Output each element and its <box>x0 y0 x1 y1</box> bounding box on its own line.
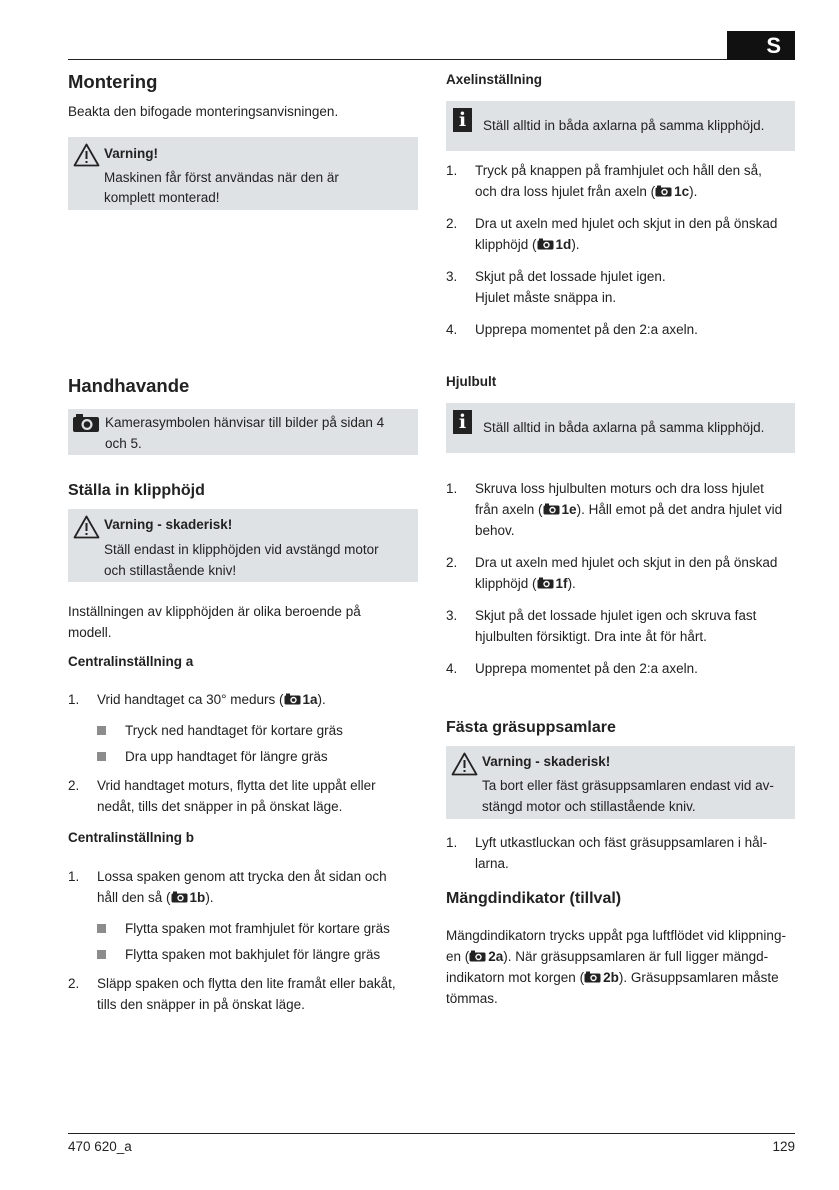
list-text-line: Skruva loss hjulbulten moturs och dra loss hjulet <box>475 481 764 496</box>
note-text-line: Kamerasymbolen hänvisar till bilder på sidan 4 <box>105 415 385 430</box>
warning-text-line: och stillastående kniv! <box>104 563 237 578</box>
list-number: 4. <box>446 322 458 337</box>
list-text-line: Dra ut axeln med hjulet och skjut in den på önskad <box>475 216 778 231</box>
warning-text-line: stängd motor och stillastående kniv. <box>482 799 696 814</box>
camera-icon <box>584 968 601 980</box>
bullet-square <box>97 752 106 761</box>
warning-box-klipphojd <box>68 509 418 582</box>
bullet-text: Dra upp handtaget för längre gräs <box>125 749 328 764</box>
list-text-line: Vrid handtaget moturs, flytta det lite uppåt eller <box>97 778 376 793</box>
warning-text-line: komplett monterad! <box>104 190 220 205</box>
camera-icon <box>469 947 486 959</box>
info-text: Ställ alltid in båda axlarna på samma klipphöjd. <box>483 420 765 435</box>
warning-icon <box>73 143 100 167</box>
camera-icon <box>537 574 554 586</box>
list-text-line: från axeln ( 1e). Håll emot på det andra hjulet vid <box>475 502 783 517</box>
list-number: 3. <box>446 269 458 284</box>
warning-title: Varning - skaderisk! <box>482 754 611 769</box>
camera-icon <box>543 500 560 512</box>
montering-intro: Beakta den bifogade monteringsanvisningen. <box>68 104 339 119</box>
list-text-line: tills den snäpper in på önskat läge. <box>97 997 305 1012</box>
section-title-mangdindikator: Mängdindikator (tillval) <box>446 890 622 907</box>
info-icon: i <box>453 108 472 132</box>
list-item <box>446 658 795 680</box>
section-title-handhavande: Handhavande <box>68 375 190 396</box>
list-number: 4. <box>446 661 458 676</box>
list-text-line: Lyft utkastluckan och fäst gräsuppsamlaren i hål- <box>475 835 768 850</box>
bullet-text: Tryck ned handtaget för kortare gräs <box>125 723 343 738</box>
list-text-line: behov. <box>475 523 515 538</box>
list-text-line: Upprepa momentet på den 2:a axeln. <box>475 661 698 676</box>
subsection-title-axel: Axelinställning <box>446 72 543 87</box>
subsection-title-central-b: Centralinställning b <box>68 830 195 845</box>
list-number: 1. <box>68 692 80 707</box>
list-item <box>446 478 795 544</box>
warning-text-line: Ta bort eller fäst gräsuppsamlaren endast vid av- <box>482 778 774 793</box>
warning-title: Varning! <box>104 146 159 161</box>
section-title-montering: Montering <box>68 71 158 92</box>
list-text-line: klipphöjd ( 1d). <box>475 237 580 252</box>
klipphojd-intro-line: Inställningen av klipphöjden är olika beroende på <box>68 604 361 619</box>
page-number: 129 <box>772 1139 795 1154</box>
list-item <box>446 266 795 310</box>
list-item <box>446 160 795 204</box>
paragraph-line: Mängdindikatorn trycks uppåt pga luftflödet vid klippning- <box>446 928 786 943</box>
info-box-axel <box>446 101 795 151</box>
subsection-title-central-a: Centralinställning a <box>68 654 194 669</box>
warning-box-montering <box>68 137 418 210</box>
paragraph-line: indikatorn mot korgen ( 2b). Gräsuppsamlaren måste <box>446 970 779 985</box>
paragraph-line: en ( 2a). När gräsuppsamlaren är full ligger mängd- <box>446 949 769 964</box>
camera-icon <box>72 413 100 439</box>
list-item <box>446 552 795 596</box>
info-text: Ställ alltid in båda axlarna på samma klipphöjd. <box>483 118 765 133</box>
warning-text-line: Maskinen får först användas när den är <box>104 170 339 185</box>
list-number: 2. <box>68 976 80 991</box>
list-text: Vrid handtaget ca 30° medurs ( 1a). <box>97 692 326 707</box>
camera-icon <box>284 690 301 702</box>
bullet-square <box>97 950 106 959</box>
list-text-line: larna. <box>475 856 509 871</box>
footer-rule <box>68 1133 795 1134</box>
list-item <box>68 973 418 1017</box>
list-item <box>446 832 795 876</box>
paragraph-line: tömmas. <box>446 991 498 1006</box>
list-item <box>446 213 795 257</box>
list-number: 2. <box>446 555 458 570</box>
list-text-line: håll den så ( 1b). <box>97 890 214 905</box>
note-box-camera <box>68 409 418 455</box>
warning-icon <box>73 515 100 539</box>
language-badge: S <box>727 31 795 60</box>
list-number: 1. <box>446 481 458 496</box>
list-text-line: Skjut på det lossade hjulet igen. <box>475 269 666 284</box>
list-item <box>446 605 795 649</box>
list-text-line: nedåt, tills det snäpper in på önskat läge. <box>97 799 343 814</box>
list-text-line: Dra ut axeln med hjulet och skjut in den på önskad <box>475 555 778 570</box>
subsection-title-hjulbult: Hjulbult <box>446 374 497 389</box>
list-text-line: Hjulet måste snäppa in. <box>475 290 617 305</box>
camera-icon <box>655 182 672 194</box>
warning-icon <box>451 752 478 776</box>
list-number: 2. <box>446 216 458 231</box>
list-item <box>68 866 418 910</box>
list-text-line: Upprepa momentet på den 2:a axeln. <box>475 322 698 337</box>
bullet-square <box>97 924 106 933</box>
list-text-line: klipphöjd ( 1f). <box>475 576 576 591</box>
info-icon: i <box>453 410 472 434</box>
list-number: 1. <box>68 869 80 884</box>
camera-icon <box>171 888 188 900</box>
bullet-square <box>97 726 106 735</box>
camera-icon <box>537 235 554 247</box>
document-code: 470 620_a <box>68 1139 132 1154</box>
list-text-line: Lossa spaken genom att trycka den åt sidan och <box>97 869 387 884</box>
list-number: 1. <box>446 163 458 178</box>
section-title-grasuppsamlare: Fästa gräsuppsamlare <box>446 719 616 736</box>
klipphojd-intro-line: modell. <box>68 625 112 640</box>
list-text-line: Släpp spaken och flytta den lite framåt eller bakåt, <box>97 976 396 991</box>
bullet-text: Flytta spaken mot framhjulet för kortare gräs <box>125 921 390 936</box>
header-rule <box>68 59 727 60</box>
list-text-line: hjulbulten försiktigt. Dra inte åt för hårt. <box>475 629 707 644</box>
list-item <box>68 689 418 711</box>
section-title-klipphojd: Ställa in klipphöjd <box>68 482 205 499</box>
list-text-line: Skjut på det lossade hjulet igen och skruva fast <box>475 608 757 623</box>
list-text-line: och dra loss hjulet från axeln ( 1c). <box>475 184 698 199</box>
list-item <box>446 319 795 341</box>
list-number: 3. <box>446 608 458 623</box>
list-number: 1. <box>446 835 458 850</box>
warning-text-line: Ställ endast in klipphöjden vid avstängd motor <box>104 542 379 557</box>
list-text-line: Tryck på knappen på framhjulet och håll den så, <box>475 163 762 178</box>
list-number: 2. <box>68 778 80 793</box>
bullet-text: Flytta spaken mot bakhjulet för längre gräs <box>125 947 381 962</box>
warning-title: Varning - skaderisk! <box>104 517 233 532</box>
note-text-line: och 5. <box>105 436 142 451</box>
info-box-hjulbult <box>446 403 795 453</box>
list-item <box>68 775 418 819</box>
warning-box-grasuppsamlare <box>446 746 795 819</box>
